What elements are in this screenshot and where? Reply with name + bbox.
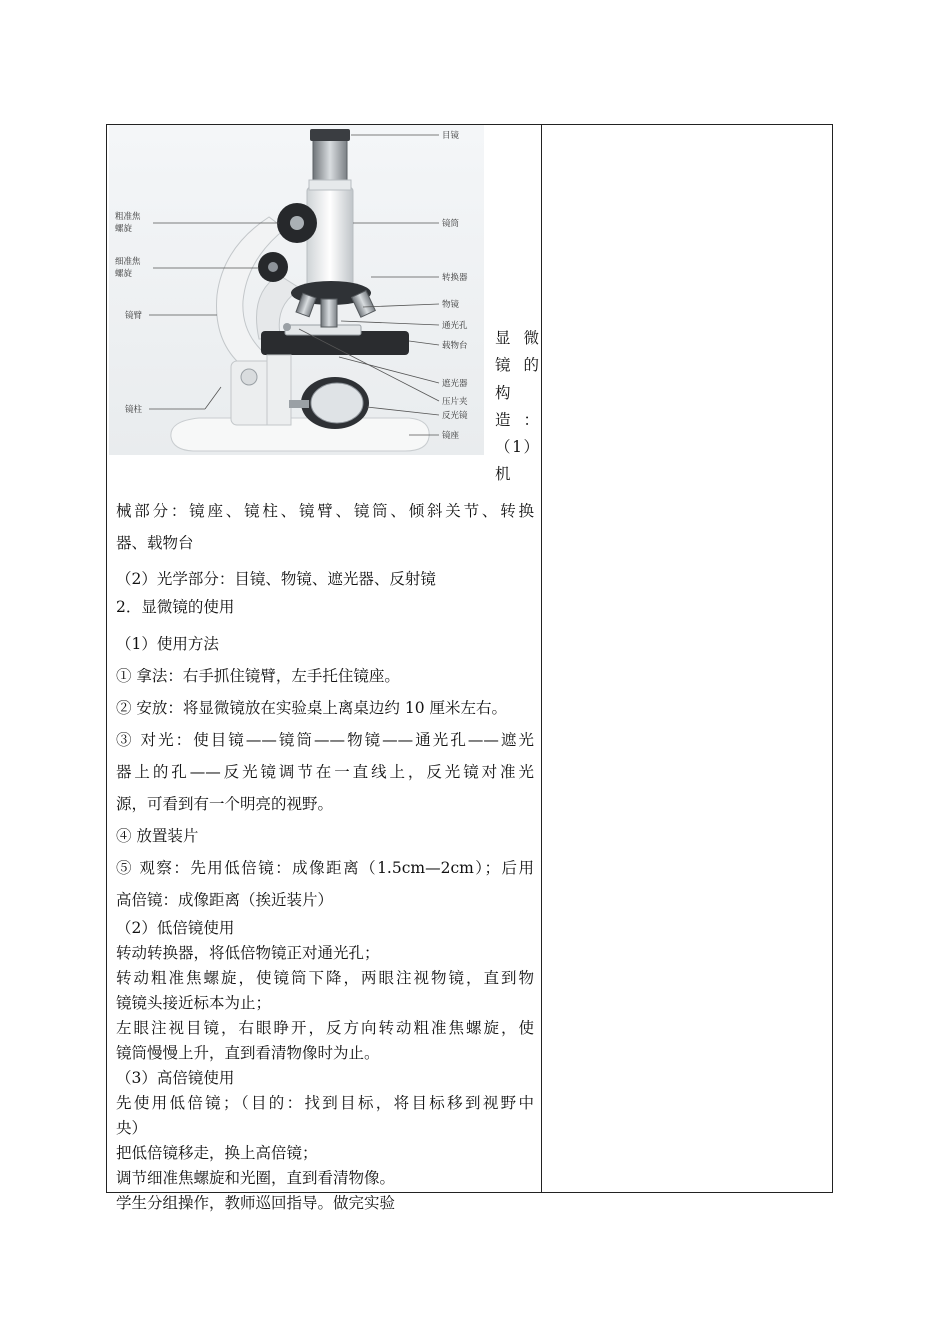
text-line: ④ 放置装片 [116,827,199,845]
label-converter: 转换器 [442,273,468,283]
text-line: 镜筒慢慢上升，直到看清物像时为止。 [116,1044,380,1062]
text-line: 左眼注视目镜，右眼睁开，反方向转动粗准焦螺旋，使 [116,1019,534,1037]
text-line: （2）低倍镜使用 [116,919,235,937]
text-line: （2）光学部分：目镜、物镜、遮光器、反射镜 [116,570,436,588]
text-line: 先使用低倍镜；（目的：找到目标，将目标移到视野中 [116,1094,534,1112]
label-coarse: 粗准焦螺旋 [115,212,141,234]
text-line: ② 安放：将显微镜放在实验桌上离桌边约 10 厘米左右。 [116,699,508,717]
text-line: 学生分组操作，教师巡回指导。做完实验 [116,1194,396,1212]
text-line: 器上的孔——反光镜调节在一直线上，反光镜对准光 [116,763,534,781]
label-clip: 压片夹 [442,397,468,407]
structure-heading-vertical: 显微镜的构造：（1）机 [495,329,539,484]
label-diaphragm: 遮光器 [442,379,468,389]
label-aperture: 通光孔 [442,321,468,331]
label-base: 镜座 [442,431,460,441]
lesson-table [106,124,833,1212]
text-line: 镜镜头接近标本为止； [116,994,272,1012]
label-tube: 镜筒 [442,219,460,229]
text-line: 源，可看到有一个明亮的视野。 [116,795,334,813]
text-line: 械部分：镜座、镜柱、镜臂、镜筒、倾斜关节、转换 [116,502,534,520]
text-line: （1）使用方法 [116,635,219,653]
text-line: 器、载物台 [116,534,194,552]
text-line: 央） [116,1119,148,1137]
label-fine: 细准焦螺旋 [115,257,141,279]
microscope-figure [109,125,484,455]
text-line: 高倍镜：成像距离（挨近装片） [116,891,334,909]
label-eyepiece: 目镜 [442,131,460,141]
column-divider [541,125,542,1192]
label-arm: 镜臂 [125,311,143,321]
text-line: （3）高倍镜使用 [116,1069,235,1087]
text-line: 调节细准焦螺旋和光圈，直到看清物像。 [116,1169,396,1187]
text-line: 转动粗准焦螺旋，使镜筒下降，两眼注视物镜，直到物 [116,969,534,987]
lesson-body [116,495,534,1216]
label-stage: 载物台 [442,341,468,351]
label-pillar: 镜柱 [125,405,143,415]
text-line: 把低倍镜移走，换上高倍镜； [116,1144,318,1162]
text-line: ① 拿法：右手抓住镜臂，左手托住镜座。 [116,667,400,685]
text-line: 2．显微镜的使用 [116,598,235,616]
text-line: 转动转换器，将低倍物镜正对通光孔； [116,944,380,962]
label-mirror: 反光镜 [442,411,468,421]
text-line: ③ 对光：使目镜——镜筒——物镜——通光孔——遮光 [116,731,534,749]
text-line: ⑤ 观察：先用低倍镜：成像距离（1.5cm—2cm）；后用 [116,859,534,877]
label-objective: 物镜 [442,300,460,310]
